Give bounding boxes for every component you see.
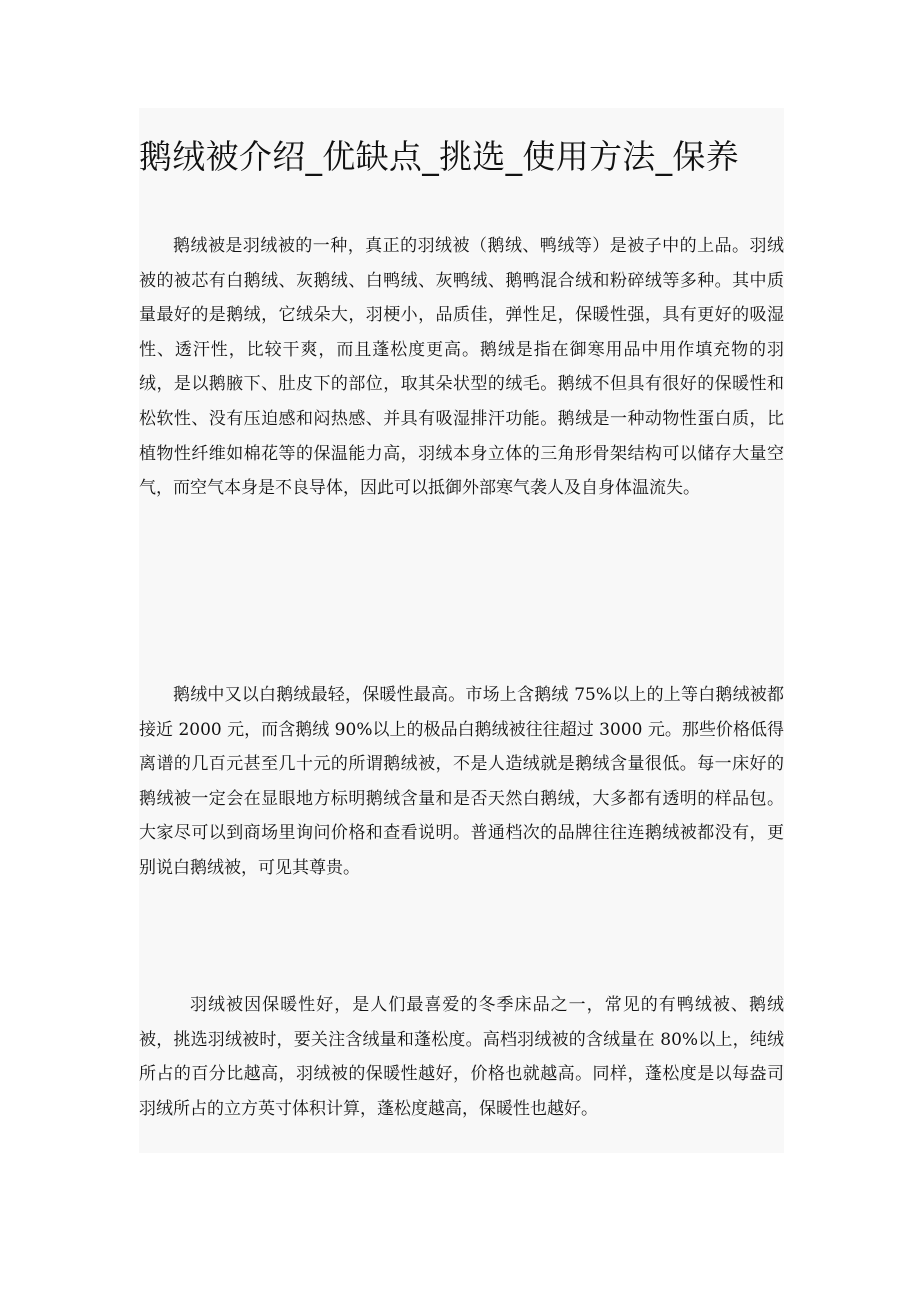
article-paragraph-2: 鹅绒中又以白鹅绒最轻，保暖性最高。市场上含鹅绒 75%以上的上等白鹅绒被都接近 2000 元，而含鹅绒 90%以上的极品白鹅绒被往往超过 3000 元。那些价格低得离谱的几百元甚至几十元的所谓鹅绒被，不是人造绒就是鹅绒含量很低。每一床好的鹅绒被一定会在显眼地方标明鹅绒含量和是否天然白鹅绒，大多都有透明的样品包。大家尽可以到商场里询问价格和查看说明。普通档次的品牌往往连鹅绒被都没有，更别说白鹅绒被，可见其尊贵。	[139, 685, 784, 878]
article-content	[139, 108, 784, 1153]
article-title: 鹅绒被介绍_优缺点_挑选_使用方法_保养	[139, 137, 739, 176]
article-paragraph-1: 鹅绒被是羽绒被的一种，真正的羽绒被（鹅绒、鸭绒等）是被子中的上品。羽绒被的被芯有白鹅绒、灰鹅绒、白鸭绒、灰鸭绒、鹅鸭混合绒和粉碎绒等多种。其中质量最好的是鹅绒，它绒朵大，羽梗小，品质佳，弹性足，保暖性强，具有更好的吸湿性、透汗性，比较干爽，而且蓬松度更高。鹅绒是指在御寒用品中用作填充物的羽绒，是以鹅腋下、肚皮下的部位，取其朵状型的绒毛。鹅绒不但具有很好的保暖性和松软性、没有压迫感和闷热感、并具有吸湿排汗功能。鹅绒是一种动物性蛋白质，比植物性纤维如棉花等的保温能力高，羽绒本身立体的三角形骨架结构可以储存大量空气，而空气本身是不良导体，因此可以抵御外部寒气袭人及自身体温流失。	[139, 236, 784, 499]
article-paragraph-3: 羽绒被因保暖性好，是人们最喜爱的冬季床品之一，常见的有鸭绒被、鹅绒被，挑选羽绒被时，要关注含绒量和蓬松度。高档羽绒被的含绒量在 80%以上，纯绒所占的百分比越高，羽绒被的保暖性越好，价格也就越高。同样，蓬松度是以每盎司羽绒所占的立方英寸体积计算，蓬松度越高，保暖性也越好。	[139, 995, 784, 1119]
